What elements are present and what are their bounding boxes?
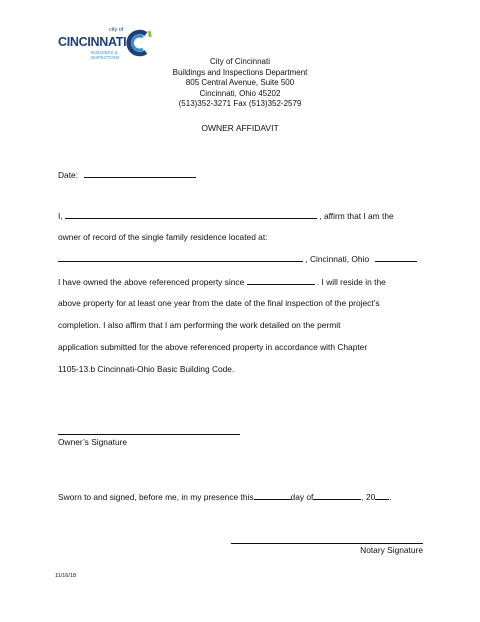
date-label: Date: [58,170,79,180]
sworn-row [58,490,392,502]
owned-since-blank[interactable] [247,275,315,285]
zip-blank[interactable] [375,252,417,262]
body-line-2: above property for at least one year from the date of the final inspection of the project’s [58,298,380,308]
document-title: OWNER AFFIDAVIT [201,123,279,133]
header-line-3: 805 Central Avenue, Suite 500 [185,78,295,87]
body-line-3: completion. I also affirm that I am performing the work detailed on the permit [58,320,341,330]
logo-subtitle [91,50,119,60]
sworn-period: . [389,492,392,502]
month-blank[interactable] [313,490,361,500]
footer-revision-date: 11/16/18 [55,573,77,579]
owned-since-text: I have owned the above referenced property since [58,277,245,287]
logo-c-emblem-icon [124,28,152,58]
notary-signature-line[interactable] [231,534,423,544]
year-prefix-text: , 20 [361,492,376,502]
affirm-row [58,209,394,221]
body-line-5: 1105-13.b Cincinnati-Ohio Basic Building Code. [58,364,235,374]
logo-subtitle-line1: BUILDINGS & [91,50,118,55]
header-line-1: City of Cincinnati [209,57,271,66]
logo-subtitle-line2: INSPECTIONS [91,55,120,60]
owner-signature-line[interactable] [58,425,240,435]
sworn-text: Sworn to and signed, before me, in my presence this [58,492,254,502]
owner-name-blank[interactable] [65,209,317,219]
affirm-suffix: , affirm that I am the [319,211,394,221]
day-of-text: day of [290,492,314,502]
reside-text: . I will reside in the [316,277,386,287]
header-line-4: Cincinnati, Ohio 45202 [199,88,281,98]
affirm-prefix: I, [58,211,63,221]
date-blank[interactable] [84,168,196,178]
header-line-2: Buildings and Inspections Department [172,67,308,77]
date-row [58,168,196,180]
owner-signature-label: Owner’s Signature [58,437,128,447]
notary-signature-label: Notary Signature [360,545,423,555]
year-blank[interactable] [375,490,392,502]
address-suffix: , Cincinnati, Ohio [305,254,370,264]
city-logo [58,26,158,66]
address-blank[interactable] [58,252,303,262]
logo-city-of: city of [109,27,124,33]
body-line-1 [58,275,386,287]
address-row [58,252,417,264]
header-line-5: (513)352-3271 Fax (513)352-2579 [178,99,302,108]
body-line-4: application submitted for the above referenced property in accordance with Chapter [58,342,368,352]
owner-of-record-text: owner of record of the single family residence located at: [58,232,268,242]
department-header [170,57,310,110]
day-blank[interactable] [254,490,291,500]
logo-name: CINCINNATI [58,35,127,49]
